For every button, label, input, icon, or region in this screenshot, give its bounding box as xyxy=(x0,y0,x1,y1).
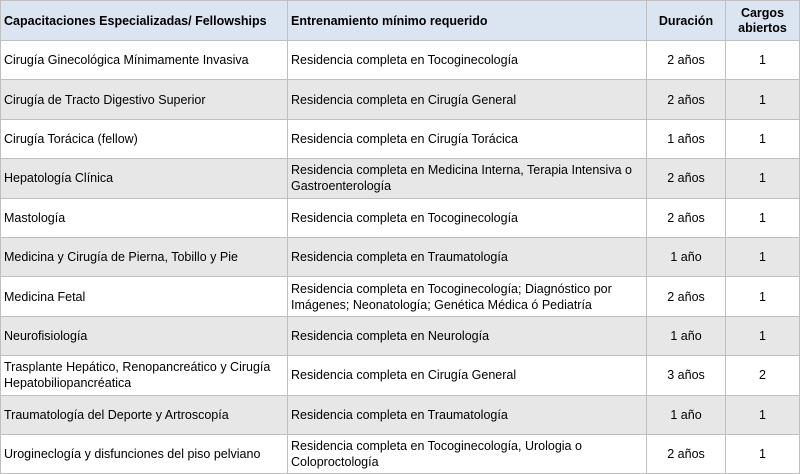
table-row xyxy=(1,316,800,355)
cell-duration: 3 años xyxy=(647,356,726,395)
cell-duration: 1 año xyxy=(647,316,726,355)
cell-training: Residencia completa en Traumatología xyxy=(288,237,647,276)
cell-training: Residencia completa en Medicina Interna, Terapia Intensiva o Gastroenterología xyxy=(288,159,647,198)
cell-duration: 2 años xyxy=(647,277,726,316)
table-row xyxy=(1,356,800,395)
header-training: Entrenamiento mínimo requerido xyxy=(288,1,647,41)
cell-openings: 2 xyxy=(726,356,800,395)
cell-training: Residencia completa en Cirugía General xyxy=(288,80,647,119)
cell-training: Residencia completa en Tocoginecología; Diagnóstico por Imágenes; Neonatología; Genética Médica ó Pediatría xyxy=(288,277,647,316)
cell-openings: 1 xyxy=(726,119,800,158)
cell-openings: 1 xyxy=(726,316,800,355)
cell-openings: 1 xyxy=(726,41,800,80)
header-specialization: Capacitaciones Especializadas/ Fellowships xyxy=(1,1,288,41)
cell-specialization: Traumatología del Deporte y Artroscopía xyxy=(1,395,288,434)
header-duration: Duración xyxy=(647,1,726,41)
table-row xyxy=(1,198,800,237)
cell-duration: 2 años xyxy=(647,80,726,119)
header-openings: Cargos abiertos xyxy=(726,1,800,41)
table-row xyxy=(1,237,800,276)
cell-openings: 1 xyxy=(726,159,800,198)
cell-duration: 1 años xyxy=(647,119,726,158)
cell-openings: 1 xyxy=(726,434,800,473)
cell-specialization: Cirugía Ginecológica Mínimamente Invasiva xyxy=(1,41,288,80)
cell-specialization: Cirugía Torácica (fellow) xyxy=(1,119,288,158)
cell-training: Residencia completa en Cirugía Torácica xyxy=(288,119,647,158)
cell-openings: 1 xyxy=(726,395,800,434)
table-row xyxy=(1,119,800,158)
table-row xyxy=(1,434,800,473)
cell-duration: 1 año xyxy=(647,237,726,276)
cell-specialization: Hepatología Clínica xyxy=(1,159,288,198)
cell-specialization: Trasplante Hepático, Renopancreático y Cirugía Hepatobiliopancréatica xyxy=(1,356,288,395)
cell-openings: 1 xyxy=(726,277,800,316)
table-row xyxy=(1,41,800,80)
header-row xyxy=(1,1,800,41)
cell-duration: 1 año xyxy=(647,395,726,434)
cell-openings: 1 xyxy=(726,80,800,119)
cell-duration: 2 años xyxy=(647,198,726,237)
cell-training: Residencia completa en Cirugía General xyxy=(288,356,647,395)
cell-specialization: Cirugía de Tracto Digestivo Superior xyxy=(1,80,288,119)
cell-openings: 1 xyxy=(726,198,800,237)
cell-duration: 2 años xyxy=(647,41,726,80)
cell-specialization: Medicina y Cirugía de Pierna, Tobillo y Pie xyxy=(1,237,288,276)
cell-specialization: Urogineclogía y disfunciones del piso pelviano xyxy=(1,434,288,473)
table-row xyxy=(1,395,800,434)
cell-training: Residencia completa en Tocoginecología, Urologia o Coloproctología xyxy=(288,434,647,473)
cell-training: Residencia completa en Tocoginecología xyxy=(288,198,647,237)
cell-training: Residencia completa en Tocoginecología xyxy=(288,41,647,80)
cell-openings: 1 xyxy=(726,237,800,276)
cell-training: Residencia completa en Neurología xyxy=(288,316,647,355)
cell-training: Residencia completa en Traumatología xyxy=(288,395,647,434)
cell-duration: 2 años xyxy=(647,159,726,198)
cell-specialization: Neurofisiología xyxy=(1,316,288,355)
table-row xyxy=(1,80,800,119)
table-row xyxy=(1,159,800,198)
cell-duration: 2 años xyxy=(647,434,726,473)
table-row xyxy=(1,277,800,316)
cell-specialization: Medicina Fetal xyxy=(1,277,288,316)
cell-specialization: Mastología xyxy=(1,198,288,237)
